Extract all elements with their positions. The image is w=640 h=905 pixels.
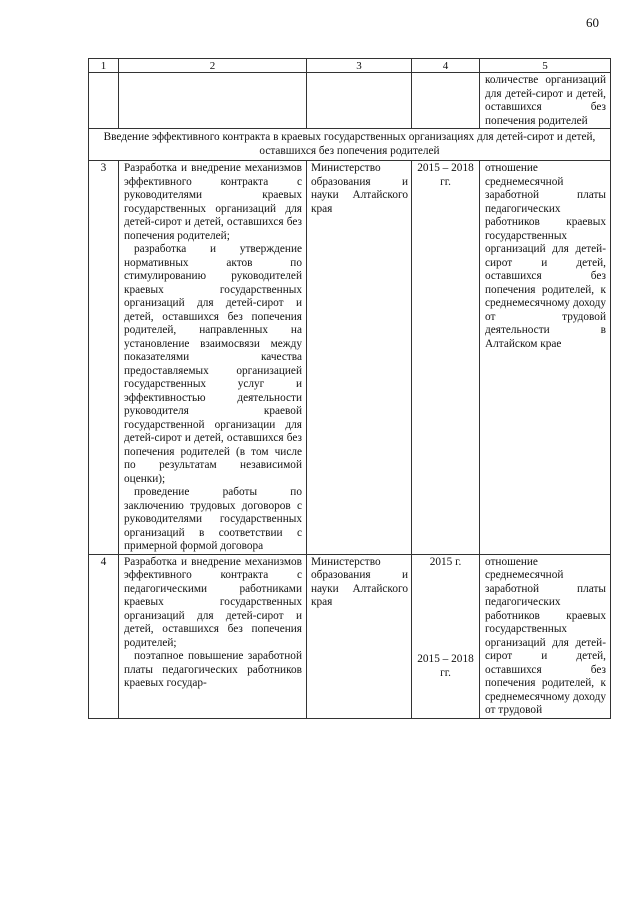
section-row	[89, 129, 611, 161]
column-header: 2	[119, 59, 307, 73]
measure-paragraph: разработка и утверждение нормативных актов по стимулированию руководителей краевых государственных организаций для детей-сирот и детей, оставшихся без попечения родителей, направленных на установление взаимосвязи между показателями качества предоставляемых организацией государственных услуг и эффективностью деятельности руководителя краевой государственной организации для детей-сирот и детей, оставшихся без попечения родителей (в том числе по результатам независимой оценки);	[124, 243, 302, 485]
measure-paragraph: Разработка и внедрение механизмов эффективного контракта с педагогическими работниками краевых государственных организаций для детей-сирот и детей, оставшихся без попечения родителей;	[124, 555, 302, 649]
measure-cell	[119, 161, 306, 554]
row-number: 3	[100, 162, 107, 174]
term-cell	[412, 555, 479, 681]
table-header-row	[89, 59, 611, 73]
table-row	[89, 554, 611, 718]
term-start: 2015 г.	[429, 555, 462, 568]
column-header: 4	[412, 59, 480, 73]
responsible-cell: Министерство образования и науки Алтайского края	[311, 162, 408, 215]
responsible-cell: Министерство образования и науки Алтайского края	[311, 555, 408, 608]
column-header: 1	[89, 59, 119, 73]
result-cell: количестве организаций для детей-сирот и детей, оставшихся без попечения родителей	[485, 74, 606, 127]
term-range: 2015 – 2018 гг.	[417, 653, 474, 679]
column-header: 5	[480, 59, 611, 73]
column-header: 3	[307, 59, 412, 73]
term-cell: 2015 – 2018 гг.	[417, 162, 474, 188]
table-row	[89, 161, 611, 555]
measures-table	[88, 58, 611, 719]
table-row-continuation	[89, 73, 611, 129]
page-number: 60	[586, 15, 599, 30]
measure-cell	[119, 555, 306, 691]
result-cell: отношение среднемесячной заработной платы педагогических работников краевых государственных организаций для детей-сирот и детей, оставшихся без попечения родителей, к среднемесячному доходу от трудовой деятельности в Алтайском крае	[485, 162, 606, 350]
measure-paragraph: поэтапное повышение заработной платы педагогических работников краевых государ-	[124, 650, 302, 689]
section-title: Введение эффективного контракта в краевых государственных организациях для детей-сирот и детей, оставшихся без попечения родителей	[103, 131, 596, 157]
row-number: 4	[100, 555, 107, 568]
result-cell: отношение среднемесячной заработной платы педагогических работников краевых государственных организаций для детей-сирот и детей, оставшихся без попечения родителей, к среднемесячному доходу от трудовой	[485, 555, 606, 716]
measure-paragraph: Разработка и внедрение механизмов эффективного контракта с руководителями краевых государственных организаций для детей-сирот и детей, оставшихся без попечения родителей;	[124, 162, 302, 242]
measure-paragraph: проведение работы по заключению трудовых договоров с руководителями государственных организаций в соответствии с примерной формой договора	[124, 486, 302, 552]
